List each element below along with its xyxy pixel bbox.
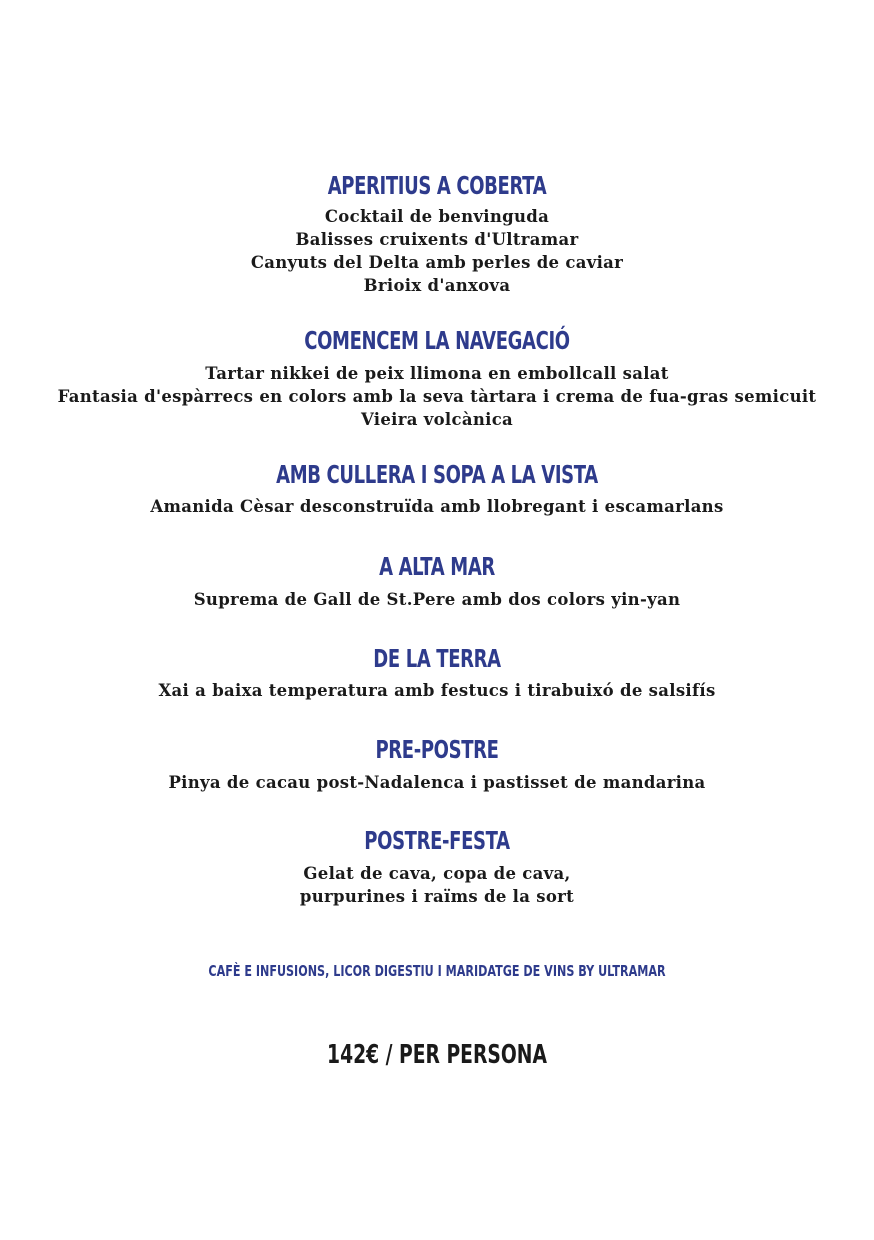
section-title: POSTRE-FESTA bbox=[364, 826, 510, 855]
section-title: DE LA TERRA bbox=[373, 644, 501, 673]
section-items bbox=[0, 362, 874, 431]
menu-item: Tartar nikkei de peix llimona en embollcall salat bbox=[205, 364, 669, 383]
section-title: A ALTA MAR bbox=[379, 552, 495, 581]
menu-item: purpurines i raïms de la sort bbox=[299, 887, 575, 906]
menu-item: Cocktail de benvinguda bbox=[324, 207, 550, 226]
section-items bbox=[0, 679, 874, 702]
menu-item: Gelat de cava, copa de cava, bbox=[303, 864, 571, 883]
menu-item: Xai a baixa temperatura amb festucs i tirabuixó de salsifís bbox=[158, 681, 716, 700]
drinks-note: CAFÈ E INFUSIONS, LICOR DIGESTIU I MARIDATGE DE VINS BY ULTRAMAR bbox=[208, 962, 666, 980]
menu-item: Canyuts del Delta amb perles de caviar bbox=[250, 253, 624, 272]
price: 142€ / PER PERSONA bbox=[327, 1040, 547, 1070]
section-items bbox=[0, 771, 874, 794]
menu-item: Brioix d'anxova bbox=[363, 276, 511, 295]
section-title: COMENCEM LA NAVEGACIÓ bbox=[304, 326, 570, 355]
section-items bbox=[0, 495, 874, 518]
section-title: PRE-POSTRE bbox=[375, 735, 499, 764]
menu-item: Balisses cruixents d'Ultramar bbox=[295, 230, 579, 249]
menu-item: Pinya de cacau post-Nadalenca i pastisset de mandarina bbox=[168, 773, 706, 792]
section-title: AMB CULLERA I SOPA A LA VISTA bbox=[276, 460, 598, 489]
menu-item: Vieira volcànica bbox=[360, 410, 514, 429]
menu-item: Suprema de Gall de St.Pere amb dos colors yin-yan bbox=[193, 590, 681, 609]
section-title: APERITIUS A COBERTA bbox=[327, 171, 547, 200]
section-items bbox=[0, 205, 874, 297]
menu-item: Fantasia d'espàrrecs en colors amb la seva tàrtara i crema de fua-gras semicuit bbox=[57, 387, 817, 406]
section-items bbox=[0, 862, 874, 908]
section-items bbox=[0, 588, 874, 611]
menu-item: Amanida Cèsar desconstruïda amb llobregant i escamarlans bbox=[150, 497, 724, 516]
